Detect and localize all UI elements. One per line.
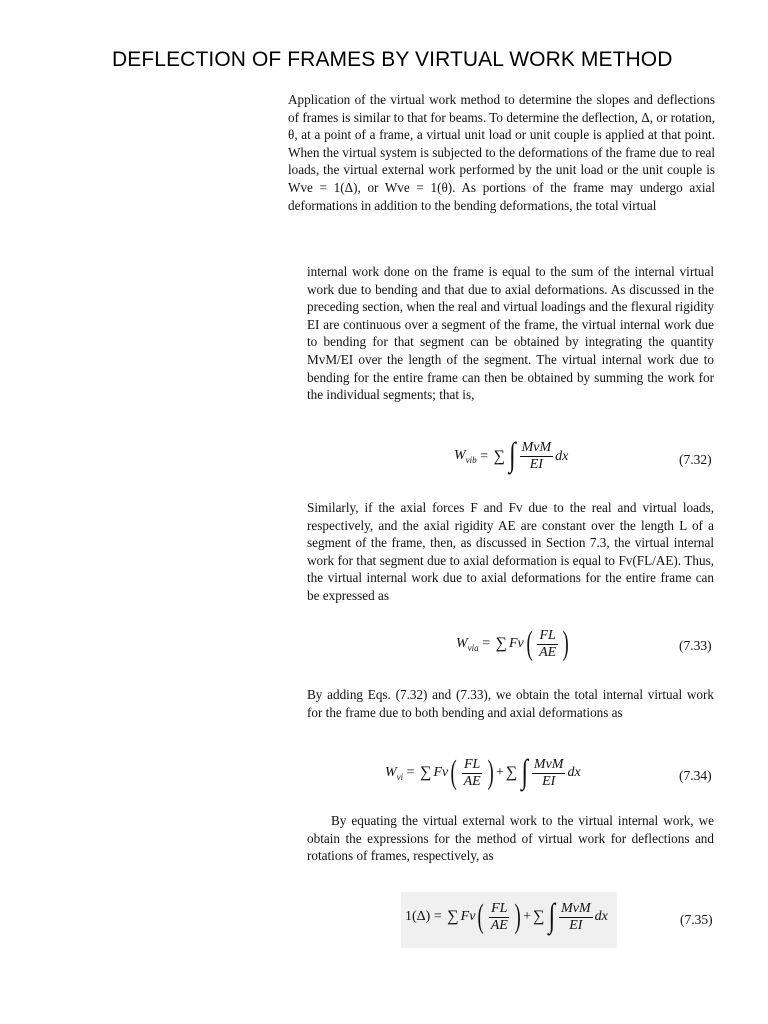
- denominator: AE: [539, 644, 557, 660]
- fraction-2: [559, 901, 593, 934]
- factor: Fv: [508, 636, 524, 651]
- paragraph-3: Similarly, if the axial forces F and Fv due to the real and virtual loads, respectively, and the axial rigidity AE are constant over the length L of a segment of the frame, then, as discussed in Section 7.3, the virtual internal work for that segment due to axial deformation is equal to Fv(FL/AE). Thus, the virtual internal work due to axial deformations for the entire frame can be expressed as: [307, 500, 714, 603]
- equation-7-35: 1(Δ) = ∑ Fv ( $\frac{FL}{AE}$ ) + ∑ ∫ $\frac{\text{MvM}}{EI}$ dx: [405, 898, 608, 935]
- equation-7-34: $W_{vi}$ = ∑ Fv ( $\frac{FL}{AE}$ ) + ∑ ∫ $\frac{\text{MvM}}{EI}$ dx: [385, 754, 581, 791]
- equation-7-32: $W_{vib}$ = ∑ ∫ $\frac{\text{MvM}}{EI}$ dx: [454, 437, 569, 474]
- differential: dx: [567, 765, 581, 780]
- sum-symbol-2: ∑: [505, 764, 518, 781]
- sum-symbol: ∑: [493, 447, 505, 465]
- numerator: FL: [463, 756, 481, 772]
- denominator: EI: [569, 917, 583, 933]
- sum-symbol: ∑: [447, 908, 459, 925]
- numerator: MvM: [561, 900, 591, 916]
- integral-symbol: ∫: [548, 898, 556, 935]
- sum-symbol: ∑: [420, 764, 432, 781]
- paragraph-1: Application of the virtual work method to determine the slopes and deflections of frames is similar to that for beams. To determine the deflection, Δ, or rotation, θ, at a point of a frame, a virtual unit load or unit couple is applied at that point. When the virtual system is subjected to the deformations of the frame due to real loads, the virtual external work performed by the unit load or the unit couple is Wve = 1(Δ), or Wve = 1(θ). As portions of the frame may undergo axial deformations in addition to the bending deformations, the total virtual: [288, 92, 715, 213]
- sum-symbol: ∑: [495, 635, 507, 652]
- paragraph-4: By adding Eqs. (7.32) and (7.33), we obtain the total internal virtual work for the frame due to both bending and axial deformations as: [307, 687, 714, 720]
- denominator: AE: [463, 773, 481, 789]
- numerator: MvM: [533, 756, 564, 772]
- eq-lhs: $W_{vi}$: [385, 764, 404, 782]
- numerator: FL: [539, 627, 556, 643]
- denominator: AE: [490, 917, 508, 933]
- factor: Fv: [433, 765, 449, 780]
- equation-7-33: $W_{via}$ = ∑ Fv ( $\frac{FL}{AE}$ ): [456, 625, 569, 662]
- page-title: DEFLECTION OF FRAMES BY VIRTUAL WORK METHOD: [112, 48, 673, 71]
- numerator: FL: [491, 900, 508, 916]
- equation-number: (7.32): [679, 452, 712, 467]
- paragraph-2: internal work done on the frame is equal to the sum of the internal virtual work due to bending and that due to axial deformations. As discussed in the preceding section, when the real and virtual loadings and the flexural rigidity EI are continuous over a segment of the frame, the virtual internal work due to bending for that segment can be obtained by integrating the quantity MvM/EI over the length of the segment. The virtual internal work due to bending for the entire frame can then be obtained by summing the work for the individual segments; that is,: [307, 264, 714, 403]
- differential: dx: [594, 909, 608, 924]
- equation-number: (7.33): [679, 638, 712, 653]
- fraction: [520, 440, 554, 473]
- eq-lhs: 1(Δ): [405, 909, 431, 924]
- integral-symbol: ∫: [521, 754, 528, 791]
- equation-number: (7.35): [680, 912, 713, 927]
- integral-symbol: ∫: [508, 437, 516, 474]
- fraction-1: [462, 757, 483, 790]
- fraction-2: [532, 757, 566, 790]
- plus-sign: +: [496, 765, 504, 780]
- fraction: [537, 628, 558, 661]
- factor: Fv: [460, 909, 476, 924]
- denominator: EI: [542, 773, 556, 789]
- numerator: MvM: [521, 440, 552, 455]
- sum-symbol-2: ∑: [533, 908, 545, 925]
- differential: dx: [555, 448, 569, 464]
- plus-sign: +: [523, 909, 532, 924]
- eq-lhs: $W_{vib}$: [454, 448, 477, 465]
- eq-lhs: $W_{via}$: [456, 635, 479, 653]
- equation-number: (7.34): [679, 768, 712, 783]
- fraction-1: [489, 901, 510, 934]
- paragraph-5: By equating the virtual external work to the virtual internal work, we obtain the expressions for the method of virtual work for deflections and rotations of frames, respectively, as: [307, 813, 714, 864]
- denominator: EI: [529, 457, 543, 472]
